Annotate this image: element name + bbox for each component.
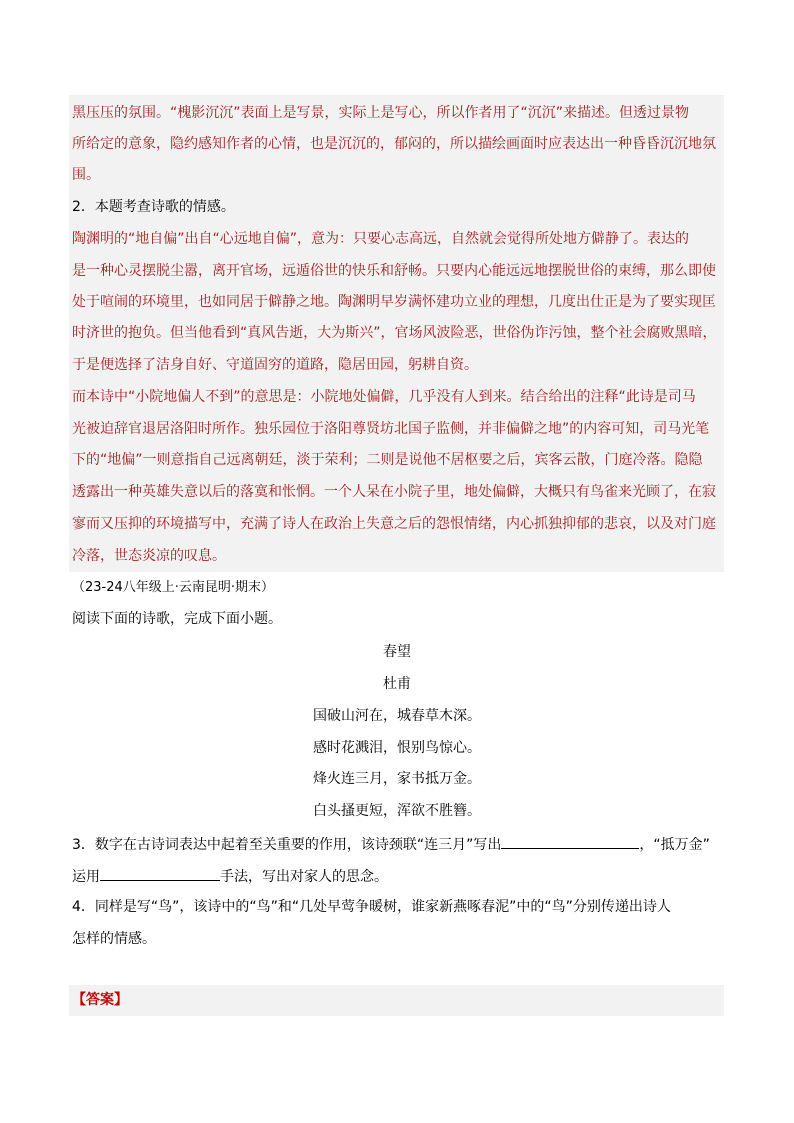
question-source: （23-24八年级上·云南昆明·期末） [72, 580, 275, 595]
poem-line: 白头搔更短，浑欲不胜簪。 [313, 803, 481, 819]
analysis-line: 冷落，世态炎凉的叹息。 [72, 548, 226, 564]
analysis-line: 是一种心灵摆脱尘嚣，离开官场，远遁俗世的快乐和舒畅。只要内心能远远地摆脱世俗的束缚，那么即使 [72, 263, 716, 279]
answer-blank-2[interactable] [100, 866, 220, 881]
question-4-line-1: 4．同样是写“鸟”，该诗中的“鸟”和“几处早莺争暖树，谁家新燕啄春泥”中的“鸟”分别传递出诗人 [72, 899, 671, 915]
poem-line: 烽火连三月，家书抵万金。 [313, 771, 481, 787]
question-3-text: 手法，写出对家人的思念。 [220, 869, 388, 885]
analysis-line: 于是便选择了洁身自好、守道固穷的道路，隐居田园，躬耕自资。 [72, 357, 478, 373]
analysis-line: 所给定的意象，隐约感知作者的心情，也是沉沉的，郁闷的，所以描绘画面时应表达出一种昏昏沉沉地氛 [72, 136, 716, 152]
answer-highlight-block [69, 985, 724, 1016]
analysis-line: 黑压压的氛围。“槐影沉沉”表面上是写景，实际上是写心，所以作者用了“沉沉”来描述。但透过景物 [72, 105, 690, 121]
analysis-line: 围。 [72, 167, 100, 183]
analysis-line: 处于喧闹的环境里，也如同居于僻静之地。陶渊明早岁满怀建功立业的理想，几度出仕正是为了要实现匡 [72, 294, 716, 310]
analysis-line: 下的“地偏”一则意指自己远离朝廷，淡于荣利；二则是说他不居枢要之后，宾客云散，门庭冷落。隐隐 [72, 452, 703, 468]
question-3-text: ，“抵万金” [639, 837, 710, 853]
question-instruction: 阅读下面的诗歌，完成下面小题。 [72, 611, 282, 627]
answer-label: 【答案】 [72, 992, 128, 1008]
question-3-line-2 [72, 866, 388, 886]
analysis-line: 透露出一种英雄失意以后的落寞和怅惘。一个人呆在小院子里，地处偏僻，大概只有鸟雀来光顾了，在寂 [72, 484, 716, 500]
analysis-line: 而本诗中“小院地偏人不到”的意思是：小院地处偏僻，几乎没有人到来。结合给出的注释“此诗是司马 [72, 389, 696, 405]
poem-line: 感时花溅泪，恨别鸟惊心。 [313, 740, 481, 756]
answer-blank-1[interactable] [501, 834, 639, 849]
analysis-line: 时济世的抱负。但当他看到“真风告逝，大为斯兴”，官场风波险恶，世俗伪诈污蚀，整个社会腐败黑暗， [72, 325, 717, 341]
poem-title: 春望 [383, 644, 411, 660]
question-3-line-1 [72, 834, 710, 854]
analysis-line: 寥而又压抑的环境描写中，充满了诗人在政治上失意之后的怨恨情绪，内心抓独抑郁的悲哀，以及对门庭 [72, 516, 716, 532]
poem-line: 国破山河在，城春草木深。 [313, 708, 481, 724]
question-3-text: 运用 [72, 869, 100, 885]
analysis-item-heading: 2．本题考查诗歌的情感。 [72, 199, 235, 215]
poem-author: 杜甫 [383, 676, 411, 692]
question-3-text: 3．数字在古诗词表达中起着至关重要的作用，该诗颈联“连三月”写出 [72, 837, 502, 853]
question-4-line-2: 怎样的情感。 [72, 931, 156, 947]
analysis-line: 陶渊明的“地自偏”出自“心远地自偏”，意为：只要心志高远，自然就会觉得所处地方僻静了。表达的 [72, 231, 690, 247]
analysis-line: 光被迫辞官退居洛阳时所作。独乐园位于洛阳尊贤坊北国子监侧，并非偏僻之地”的内容可知，司马光笔 [72, 421, 710, 437]
